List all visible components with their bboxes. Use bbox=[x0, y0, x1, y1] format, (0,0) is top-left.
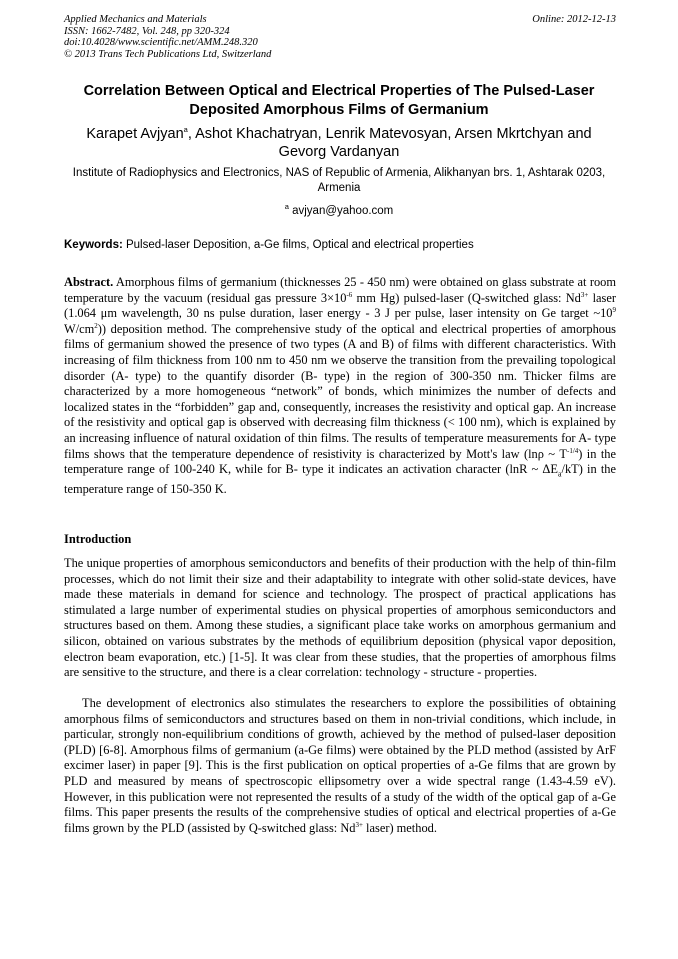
paper-title: Correlation Between Optical and Electrical Properties of The Pulsed-Laser Deposited Amorphous Films of Germanium bbox=[83, 83, 595, 118]
abstract-sub: a bbox=[557, 469, 562, 479]
abstract-text: ) in the temperature range of 100-240 K, while for B- type it indicates an activation character (lnR ~ ΔE bbox=[64, 446, 616, 477]
journal-header bbox=[64, 14, 616, 60]
doi-line: doi:10.4028/www.scientific.net/AMM.248.320 bbox=[64, 37, 258, 48]
introduction-heading: Introduction bbox=[64, 532, 132, 546]
abstract bbox=[64, 275, 616, 498]
abstract-sup: -1/4 bbox=[567, 446, 579, 455]
email-mark: a bbox=[284, 202, 289, 212]
first-author: Karapet Avjyan bbox=[86, 126, 184, 142]
introduction-paragraph-2 bbox=[64, 696, 616, 836]
copyright-line: © 2013 Trans Tech Publications Ltd, Switzerland bbox=[64, 48, 272, 60]
abstract-label: Abstract. bbox=[64, 275, 114, 289]
abstract-text: )) deposition method. The comprehensive study of the optical and electrical properties of amorphous films of germanium showed the presence of two types (A and B) of films with different characteristics. With increasing of film thickness from 100 nm to 450 nm we observe the transition from the prevailing topological disorder (A- type) to the quantify disorder (B- type) in the region of 300-350 nm. Thicker films are characterized by a more homogeneous “network” of bonds, which minimizes the number of defects and localized states in the “forbidden” gap and, consequently, increases the resistivity and optical gap. An increase of the resistivity and optical gap is observed with decreasing film thickness (< 100 nm), which is explained by an increasing influence of natural oxidation of thin films. The results of temperature measurements for A- type films shows that the temperature dependence of resistivity is characterized by Mott's law (lnρ ~ T bbox=[64, 321, 616, 461]
paragraph-sup: 3+ bbox=[355, 820, 363, 829]
contact-email bbox=[64, 204, 614, 218]
abstract-text: Amorphous films of germanium (thicknesses 25 - 450 nm) were obtained on glass substrate at room temperature by the vacuum (residual gas pressure 3×10 bbox=[64, 275, 616, 305]
abstract-sup: 9 bbox=[612, 306, 616, 315]
keywords-label: Keywords: bbox=[64, 239, 123, 251]
online-date: Online: 2012-12-13 bbox=[532, 14, 616, 25]
introduction-paragraph-1: The unique properties of amorphous semiconductors and benefits of their production with the help of thin-film processes, which do not limit their size and their adaptability to integrate with other solid-state devices, have made these materials in demand for science and technology. The prospect of practical applications has stimulated a large number of experimental studies on physical properties of amorphous semiconductors and structures based on them. Among these studies, a significant place take works on amorphous germanium and silicon, obtained on various substrates by the methods of equilibrium deposition (physical vapor deposition, electron beam evaporation, etc.) [1-5]. It was clear from these studies, that the properties of amorphous films are sensitive to the structure, and there is a clear correlation: technology - structure - properties. bbox=[64, 556, 616, 680]
abstract-sup: -6 bbox=[346, 290, 353, 299]
issn-line: ISSN: 1662-7482, Vol. 248, pp 320-324 bbox=[64, 25, 230, 37]
affiliation: Institute of Radiophysics and Electronics, NAS of Republic of Armenia, Alikhanyan brs. 1, Ashtarak 0203, Armenia bbox=[72, 167, 606, 194]
abstract-text: W/cm bbox=[64, 321, 95, 336]
author-list bbox=[64, 125, 614, 161]
email-address: avjyan@yahoo.com bbox=[292, 205, 394, 217]
paragraph-text: laser) method. bbox=[362, 820, 437, 835]
paragraph-text: The development of electronics also stimulates the researchers to explore the possibilities of obtaining amorphous films of semiconductors and structures based on them in non-trivial conditions, which include, in particular, strongly non-equilibrium conditions of growth, achieved by the method of pulsed-laser deposition (PLD) [6-8]. Amorphous films of germanium (a-Ge films) were obtained by the PLD method (assisted by ArF excimer laser) in paper [9]. This is the first publication on optical properties of a-Ge films that are grown by PLD and measured by means of spectroscopic ellipsometry over a wide spectral range (1.43-4.59 eV). However, in this publication were not represented the results of a study of the width of the optical gap of a-Ge films. This paper presents the results of the comprehensive studies of optical and electrical properties of a-Ge films grown by the PLD (assisted by Q-switched glass: Nd bbox=[64, 696, 616, 835]
abstract-text: mm Hg) pulsed-laser (Q-switched glass: Nd bbox=[352, 290, 581, 305]
abstract-sup: 3+ bbox=[580, 290, 589, 299]
keywords-text: Pulsed-laser Deposition, a-Ge films, Optical and electrical properties bbox=[122, 239, 474, 251]
other-authors: , Ashot Khachatryan, Lenrik Matevosyan, Arsen Mkrtchyan and Gevorg Vardanyan bbox=[187, 126, 592, 160]
abstract-text: laser (1.064 μm wavelength, 30 ns pulse duration, laser energy - 3 J per pulse, laser intensity on Ge target ~10 bbox=[64, 290, 616, 321]
journal-name: Applied Mechanics and Materials bbox=[64, 14, 207, 25]
abstract-text: /kT) in the temperature range of 150-350 K. bbox=[64, 462, 616, 497]
author-affiliation-mark: a bbox=[183, 125, 188, 135]
abstract-sup: 2 bbox=[94, 321, 98, 330]
keywords bbox=[64, 238, 616, 252]
